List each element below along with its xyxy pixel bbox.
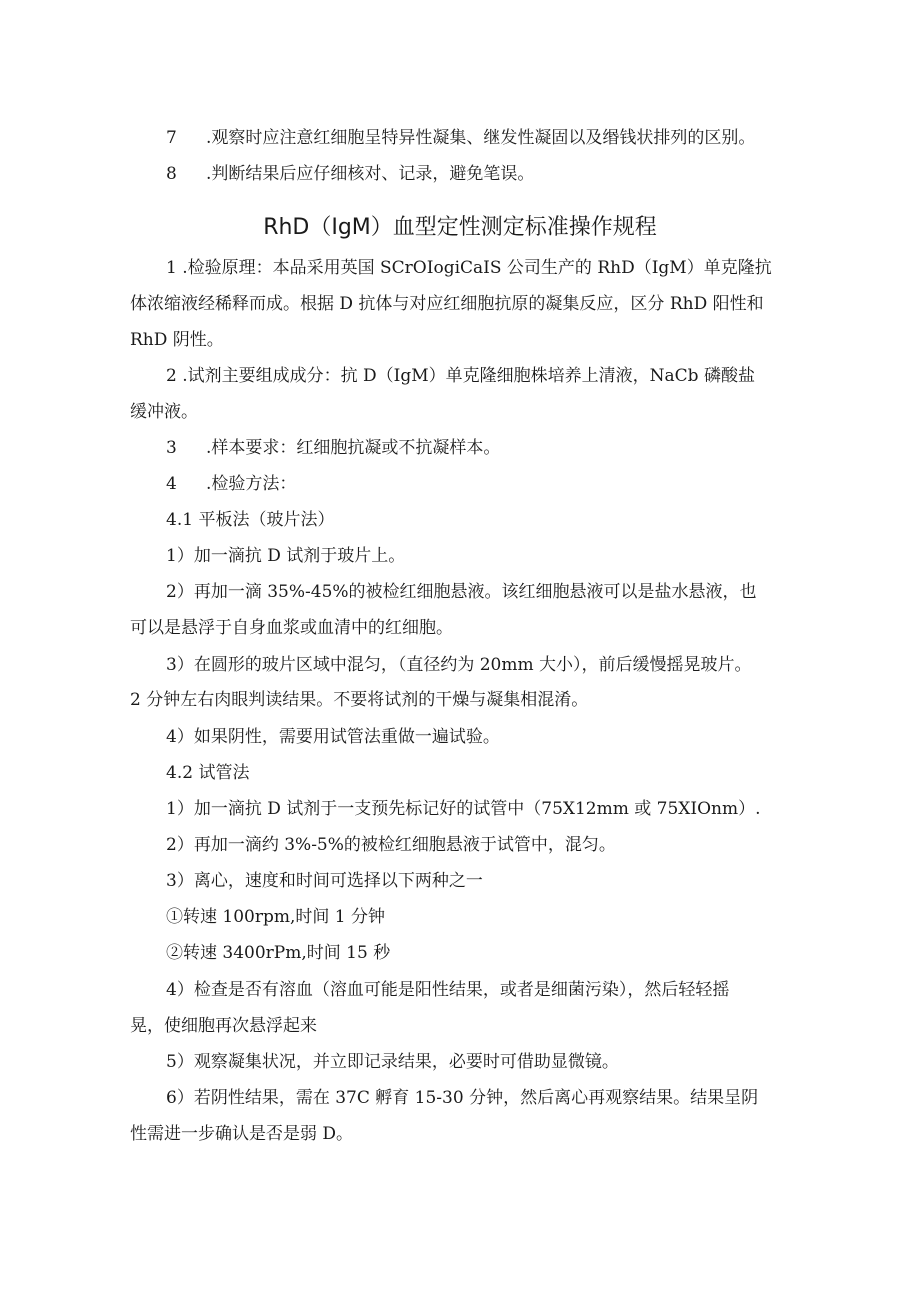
tube-step-2: 2）再加一滴约 3%-5%的被检红细胞悬液于试管中，混匀。 bbox=[166, 835, 616, 855]
principle-line-3: RhD 阴性。 bbox=[130, 330, 224, 350]
section-4-1-heading: 4.1 平板法（玻片法） bbox=[166, 510, 335, 530]
tube-step-4-line-1: 4）检查是否有溶血（溶血可能是阳性结果，或者是细菌污染），然后轻轻摇 bbox=[166, 980, 730, 1000]
principle-line-1: 1 .检验原理：本品采用英国 SCrOIogiCaIS 公司生产的 RhD（IgM）单克隆抗 bbox=[166, 258, 772, 278]
tube-step-3: 3）离心，速度和时间可选择以下两种之一 bbox=[166, 871, 483, 891]
tube-step-5: 5）观察凝集状况，并立即记录结果，必要时可借助显微镜。 bbox=[166, 1052, 619, 1072]
tube-step-1: 1）加一滴抗 D 试剂于一支预先标记好的试管中（75X12mm 或 75XIOnm）. bbox=[166, 799, 761, 819]
method-text: .检验方法： bbox=[206, 474, 297, 494]
tube-step-3-option-a: ①转速 100rpm,时间 1 分钟 bbox=[166, 907, 386, 927]
tube-step-6-line-2: 性需进一步确认是否是弱 D。 bbox=[130, 1124, 354, 1144]
slide-step-2-line-1: 2）再加一滴 35%-45%的被检红细胞悬液。该红细胞悬液可以是盐水悬液，也 bbox=[166, 582, 757, 602]
document-title: RhD（IgM）血型定性测定标准操作规程 bbox=[263, 215, 657, 240]
sample-number: 3 bbox=[166, 438, 177, 458]
principle-line-2: 体浓缩液经稀释而成。根据 D 抗体与对应红细胞抗原的凝集反应，区分 RhD 阳性和 bbox=[130, 294, 764, 314]
item-8-number: 8 bbox=[166, 164, 177, 184]
tube-step-3-option-b: ②转速 3400rPm,时间 15 秒 bbox=[166, 943, 391, 963]
slide-step-3-line-2: 2 分钟左右肉眼判读结果。不要将试剂的干燥与凝集相混淆。 bbox=[130, 690, 589, 710]
slide-step-4: 4）如果阴性，需要用试管法重做一遍试验。 bbox=[166, 727, 500, 747]
item-8-text: .判断结果后应仔细核对、记录，避免笔误。 bbox=[206, 164, 535, 184]
section-4-2-heading: 4.2 试管法 bbox=[166, 763, 250, 783]
slide-step-2-line-2: 可以是悬浮于自身血浆或血清中的红细胞。 bbox=[130, 618, 453, 638]
item-7-text: .观察时应注意红细胞呈特异性凝集、继发性凝固以及缗钱状排列的区别。 bbox=[206, 128, 756, 148]
sample-text: .样本要求：红细胞抗凝或不抗凝样本。 bbox=[206, 438, 501, 458]
item-7-number: 7 bbox=[166, 128, 177, 148]
reagent-line-2: 缓冲液。 bbox=[130, 402, 198, 422]
tube-step-6-line-1: 6）若阴性结果，需在 37C 孵育 15-30 分钟，然后离心再观察结果。结果呈阴 bbox=[166, 1088, 759, 1108]
method-number: 4 bbox=[166, 474, 177, 494]
tube-step-4-line-2: 晃，使细胞再次悬浮起来 bbox=[130, 1016, 317, 1036]
reagent-line-1: 2 .试剂主要组成成分：抗 D（IgM）单克隆细胞株培养上清液，NaCb 磷酸盐 bbox=[166, 366, 755, 386]
slide-step-1: 1）加一滴抗 D 试剂于玻片上。 bbox=[166, 546, 406, 566]
slide-step-3-line-1: 3）在圆形的玻片区域中混匀，（直径约为 20mm 大小），前后缓慢摇晃玻片。 bbox=[166, 655, 752, 675]
